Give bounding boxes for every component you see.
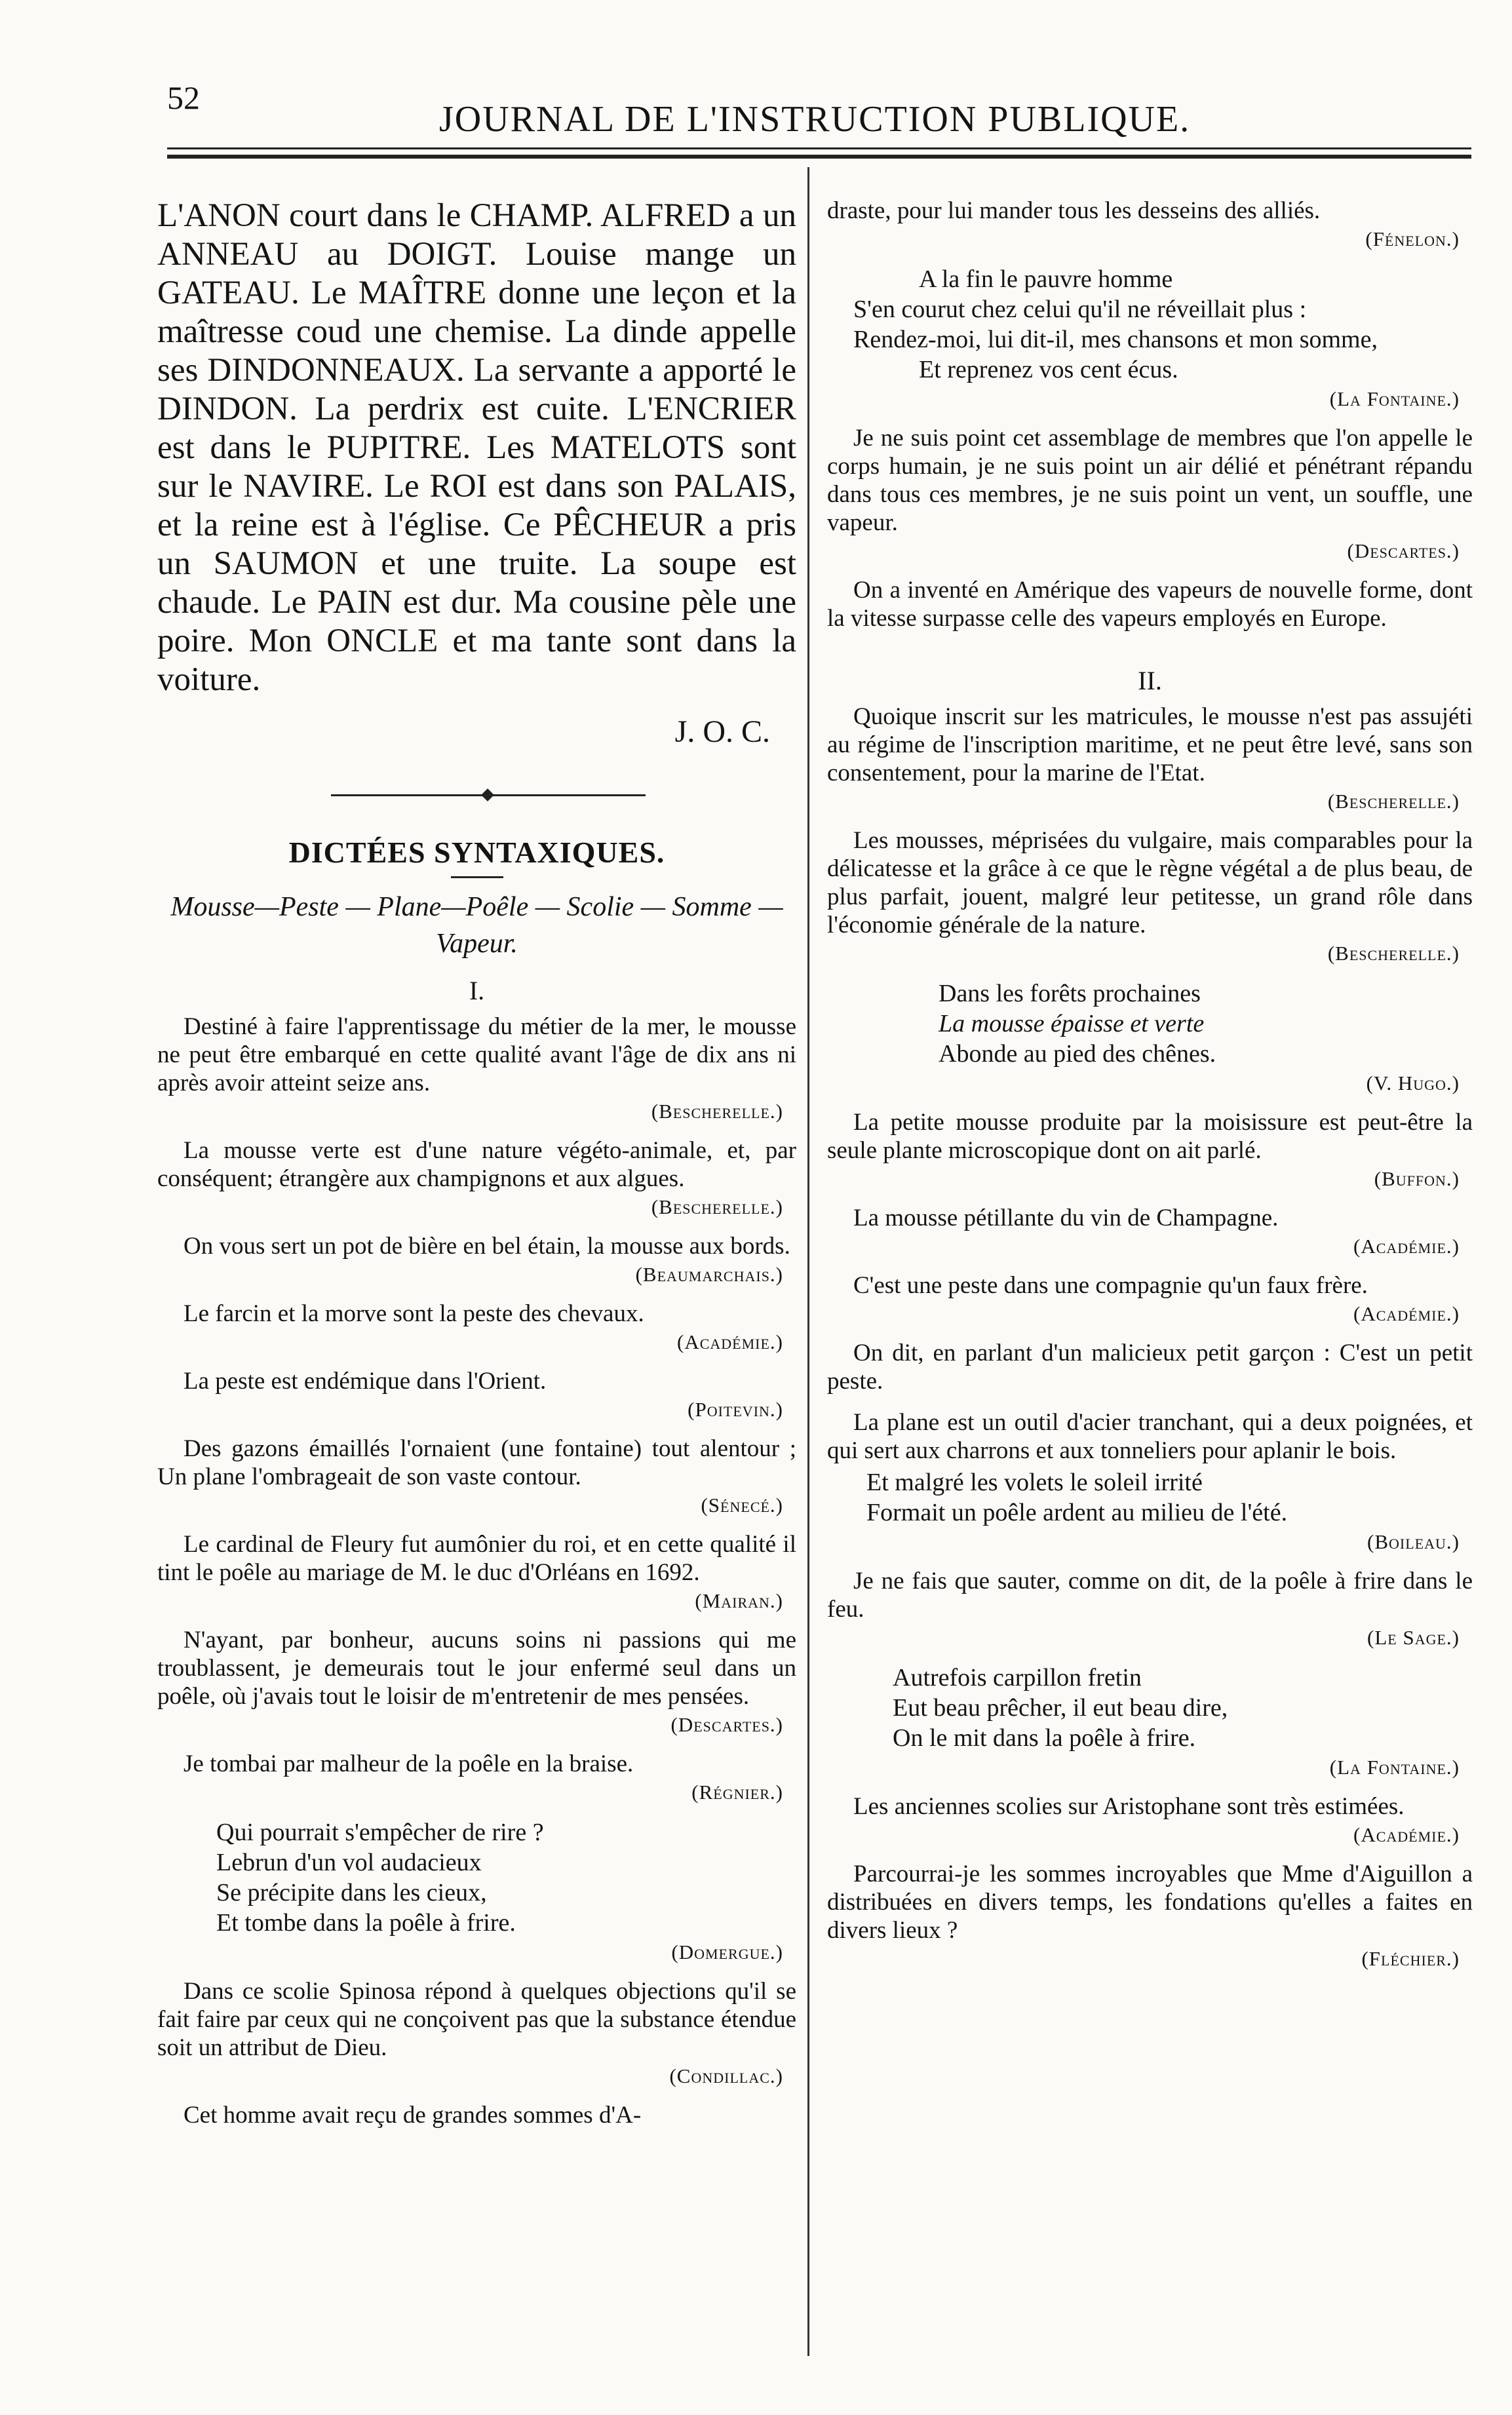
dictation-entry <box>827 1792 1473 1847</box>
dictation-entry <box>157 1013 796 1123</box>
vocab-sentence: ALFRED a un ANNEAU au DOIGT. <box>157 197 797 273</box>
entry-text: draste, pour lui mander tous les desseins des alliés. <box>827 197 1321 224</box>
verse-quote <box>157 1817 796 1964</box>
vocab-sentence: Ma cousine pèle une poire. <box>157 584 797 659</box>
verse-line: Et reprenez vos cent écus. <box>919 356 1178 383</box>
vocab-sentence: Louise mange un GATEAU. <box>157 236 796 311</box>
entry-text: Destiné à faire l'apprentissage du métier de la mer, le mousse ne peut être embarqué en cette qualité avant l'âge de dix ans ni après avoir atteint seize ans. <box>157 1013 796 1096</box>
vocab-sentence: L'ANON court dans le CHAMP. <box>157 197 594 234</box>
header-rule-thin <box>167 147 1471 149</box>
part-label: II. <box>1138 666 1162 695</box>
verse-line: A la fin le pauvre homme <box>919 265 1173 293</box>
dictation-entry <box>827 1567 1473 1650</box>
vocab-sentence: La soupe est chaude. <box>157 545 796 621</box>
column-divider <box>807 167 809 2356</box>
dictation-entry <box>827 576 1473 632</box>
dictation-entry <box>157 1300 796 1354</box>
vocab-sentence: Le ROI est dans son PALAIS, et la reine est à l'église. <box>157 468 796 543</box>
vocab-sentence: Mon ONCLE et ma tante sont dans la voiture. <box>157 623 797 698</box>
verse-line: Qui pourrait s'empêcher de rire ? <box>216 1819 544 1846</box>
vocab-sentence: La perdrix est cuite. <box>315 391 610 427</box>
dictation-entry <box>827 1339 1473 1395</box>
ornamental-divider <box>157 776 796 815</box>
entry-text: Quoique inscrit sur les matricules, le mousse n'est pas assujéti au régime de l'inscription maritime, et ne peut être levé, sans son consentement, pour la marine de l'Etat. <box>827 703 1473 786</box>
entry-source: (Buffon.) <box>1374 1167 1460 1190</box>
verse-line: Eut beau prêcher, il eut beau dire, <box>893 1694 1228 1722</box>
dictation-entry <box>157 1626 796 1737</box>
entry-source: (Académie.) <box>1353 1235 1460 1258</box>
dictation-entry <box>827 1271 1473 1326</box>
dictation-entry <box>157 1977 796 2088</box>
title-rule <box>451 876 503 878</box>
entry-source: (Boileau.) <box>1367 1530 1460 1553</box>
entry-text: Les mousses, méprisées du vulgaire, mais comparables pour la délicatesse et la grâce à ce que le règne végétal a de plus beau, de plus parfait, jouent, malgré leur petitesse, un grand rôle dans l'économie générale de la nature. <box>827 827 1473 938</box>
header-rule-thick <box>167 155 1471 159</box>
dictation-entry <box>827 1108 1473 1191</box>
entry-source: (Condillac.) <box>669 2064 783 2087</box>
section-title: DICTÉES SYNTAXIQUES. <box>288 836 665 869</box>
vocabulary-paragraph <box>157 197 796 699</box>
left-column <box>157 197 796 2129</box>
entry-source: (Bescherelle.) <box>1327 942 1460 965</box>
entry-text: La mousse verte est d'une nature végéto-animale, et, par conséquent; étrangère aux champignons et aux algues. <box>157 1137 796 1192</box>
dictation-entry <box>157 1367 796 1421</box>
entry-text: On a inventé en Amérique des vapeurs de nouvelle forme, dont la vitesse surpasse celle des vapeurs employés en Europe. <box>827 577 1473 632</box>
entry-text: Je tombai par malheur de la poêle en la braise. <box>184 1750 634 1777</box>
verse-line: Autrefois carpillon fretin <box>893 1664 1142 1691</box>
entry-source: (Académie.) <box>1353 1823 1460 1846</box>
running-title: JOURNAL DE L'INSTRUCTION PUBLIQUE. <box>439 99 1191 140</box>
entry-source: (Fénelon.) <box>1365 227 1460 250</box>
dictation-entry <box>827 1408 1473 1465</box>
vocab-sentence: Les MATELOTS sont sur le NAVIRE. <box>157 429 797 505</box>
entry-text: On vous sert un pot de bière en bel étain, la mousse aux bords. <box>184 1233 790 1260</box>
entry-source: (Beaumarchais.) <box>635 1263 783 1286</box>
entry-text: La mousse pétillante du vin de Champagne. <box>853 1205 1279 1231</box>
entry-text: La petite mousse produite par la moisissure est peut-être la seule plante microscopique dont on ait parlé. <box>827 1109 1473 1164</box>
entry-text: N'ayant, par bonheur, aucuns soins ni passions qui me troublassent, je demeurais tout le jour enfermé seul dans un poêle, où j'avais tout le loisir de m'entretenir de mes pensées. <box>157 1627 796 1710</box>
verse-line: On le mit dans la poêle à frire. <box>893 1724 1196 1752</box>
vocab-sentence: Le MAÎTRE donne une leçon et la maîtresse coud une chemise. <box>157 275 796 350</box>
dictation-entry <box>827 703 1473 813</box>
author-signature: J. O. C. <box>674 714 770 749</box>
dictation-entry <box>827 826 1473 965</box>
entry-text: Le cardinal de Fleury fut aumônier du roi, et en cette qualité il tint le poêle au mariage de M. le duc d'Orléans en 1692. <box>157 1531 796 1586</box>
verse-line: Rendez-moi, lui dit-il, mes chansons et mon somme, <box>853 326 1378 353</box>
continued-line: Cet homme avait reçu de grandes sommes d'A- <box>184 2102 642 2129</box>
verse-line: Et tombe dans la poêle à frire. <box>216 1909 516 1937</box>
entry-text: Parcourrai-je les sommes incroyables que Mme d'Aiguillon a distribuées en divers temps, les fondations qu'elles a faites en divers lieux ? <box>827 1861 1473 1944</box>
dictation-entry <box>157 1435 796 1517</box>
right-column <box>827 197 1473 1984</box>
ornament-diamond <box>481 788 494 802</box>
vocab-sentence: Ce PÊCHEUR a pris un SAUMON et une truite. <box>157 507 797 582</box>
vocab-sentence: L'ENCRIER est dans le PUPITRE. <box>157 391 797 466</box>
entry-source: (La Fontaine.) <box>1329 387 1460 410</box>
entry-text: C'est une peste dans une compagnie qu'un faux frère. <box>853 1272 1368 1299</box>
entry-text: La peste est endémique dans l'Orient. <box>184 1368 547 1395</box>
entry-source: (Le Sage.) <box>1367 1626 1460 1649</box>
entry-source: (Mairan.) <box>695 1589 783 1612</box>
entry-text: La plane est un outil d'acier tranchant, qui a deux poignées, et qui sert aux charrons et aux tonneliers pour aplanir le bois. <box>827 1409 1473 1464</box>
entry-source: (Domergue.) <box>671 1941 783 1963</box>
entry-text: Des gazons émaillés l'ornaient (une fontaine) tout alentour ; Un plane l'ombrageait de son vaste contour. <box>157 1435 796 1490</box>
vocab-sentence: La servante a apporté le DINDON. <box>157 352 796 427</box>
entry-source: (Académie.) <box>677 1330 783 1353</box>
entry-source: (V. Hugo.) <box>1366 1072 1460 1094</box>
verse-quote <box>827 978 1473 1095</box>
entry-source: (Régnier.) <box>691 1781 783 1804</box>
verse-line: Se précipite dans les cieux, <box>216 1879 487 1906</box>
vocab-sentence: Le PAIN est dur. <box>271 584 503 621</box>
verse-line: Lebrun d'un vol audacieux <box>216 1849 482 1876</box>
page-number: 52 <box>167 79 200 116</box>
page-header <box>167 79 1478 151</box>
entry-source: (Bescherelle.) <box>1327 790 1460 813</box>
entry-source: (Sénecé.) <box>701 1494 783 1517</box>
part-label: I. <box>469 976 485 1005</box>
dictation-entry <box>157 1530 796 1613</box>
verse-quote <box>827 1663 1473 1779</box>
verse-line: Dans les forêts prochaines <box>939 980 1201 1007</box>
vocab-sentence: La dinde appelle ses DINDONNEAUX. <box>157 313 797 389</box>
verse-line: La mousse épaisse et verte <box>939 1010 1205 1037</box>
verse-quote <box>827 264 1473 411</box>
dictation-entry <box>827 197 1473 251</box>
verse-line: Abonde au pied des chênes. <box>939 1040 1216 1068</box>
keyword-list: Mousse—Peste — Plane—Poêle — Scolie — Somme — Vapeur. <box>170 892 783 959</box>
verse-line: S'en courut chez celui qu'il ne réveillait plus : <box>853 296 1307 323</box>
entry-text: Le farcin et la morve sont la peste des chevaux. <box>184 1300 644 1327</box>
entry-text: Je ne fais que sauter, comme on dit, de la poêle à frire dans le feu. <box>827 1568 1473 1623</box>
dictation-entry <box>157 1232 796 1286</box>
entry-source: (Fléchier.) <box>1361 1947 1460 1970</box>
dictation-entry <box>157 1750 796 1804</box>
entry-text: Dans ce scolie Spinosa répond à quelques objections qu'il se fait faire par ceux qui ne conçoivent pas que la substance étendue soit un attribut de Dieu. <box>157 1978 796 2061</box>
verse-line: Formait un poêle ardent au milieu de l'été. <box>866 1499 1288 1526</box>
entry-text: Les anciennes scolies sur Aristophane sont très estimées. <box>853 1793 1405 1820</box>
verse-line: Et malgré les volets le soleil irrité <box>866 1469 1203 1496</box>
entry-source: (Descartes.) <box>1347 539 1460 562</box>
entry-source: (Poitevin.) <box>688 1398 783 1421</box>
entry-text: On dit, en parlant d'un malicieux petit garçon : C'est un petit peste. <box>827 1340 1473 1395</box>
entry-source: (Académie.) <box>1353 1302 1460 1325</box>
dictation-entry <box>157 1136 796 1219</box>
entry-source: (Bescherelle.) <box>651 1195 783 1218</box>
entry-source: (Bescherelle.) <box>651 1100 783 1123</box>
dictation-entry <box>827 424 1473 563</box>
entry-source: (Descartes.) <box>670 1713 783 1736</box>
dictation-entry <box>827 1860 1473 1971</box>
verse-quote <box>827 1467 1473 1554</box>
entry-source: (La Fontaine.) <box>1329 1756 1460 1779</box>
entry-text: Je ne suis point cet assemblage de membres que l'on appelle le corps humain, je ne suis point un air délié et pénétrant répandu dans tous ces membres, je ne suis point un vent, un souffle, une vapeur. <box>827 425 1473 536</box>
dictation-entry <box>827 1204 1473 1258</box>
